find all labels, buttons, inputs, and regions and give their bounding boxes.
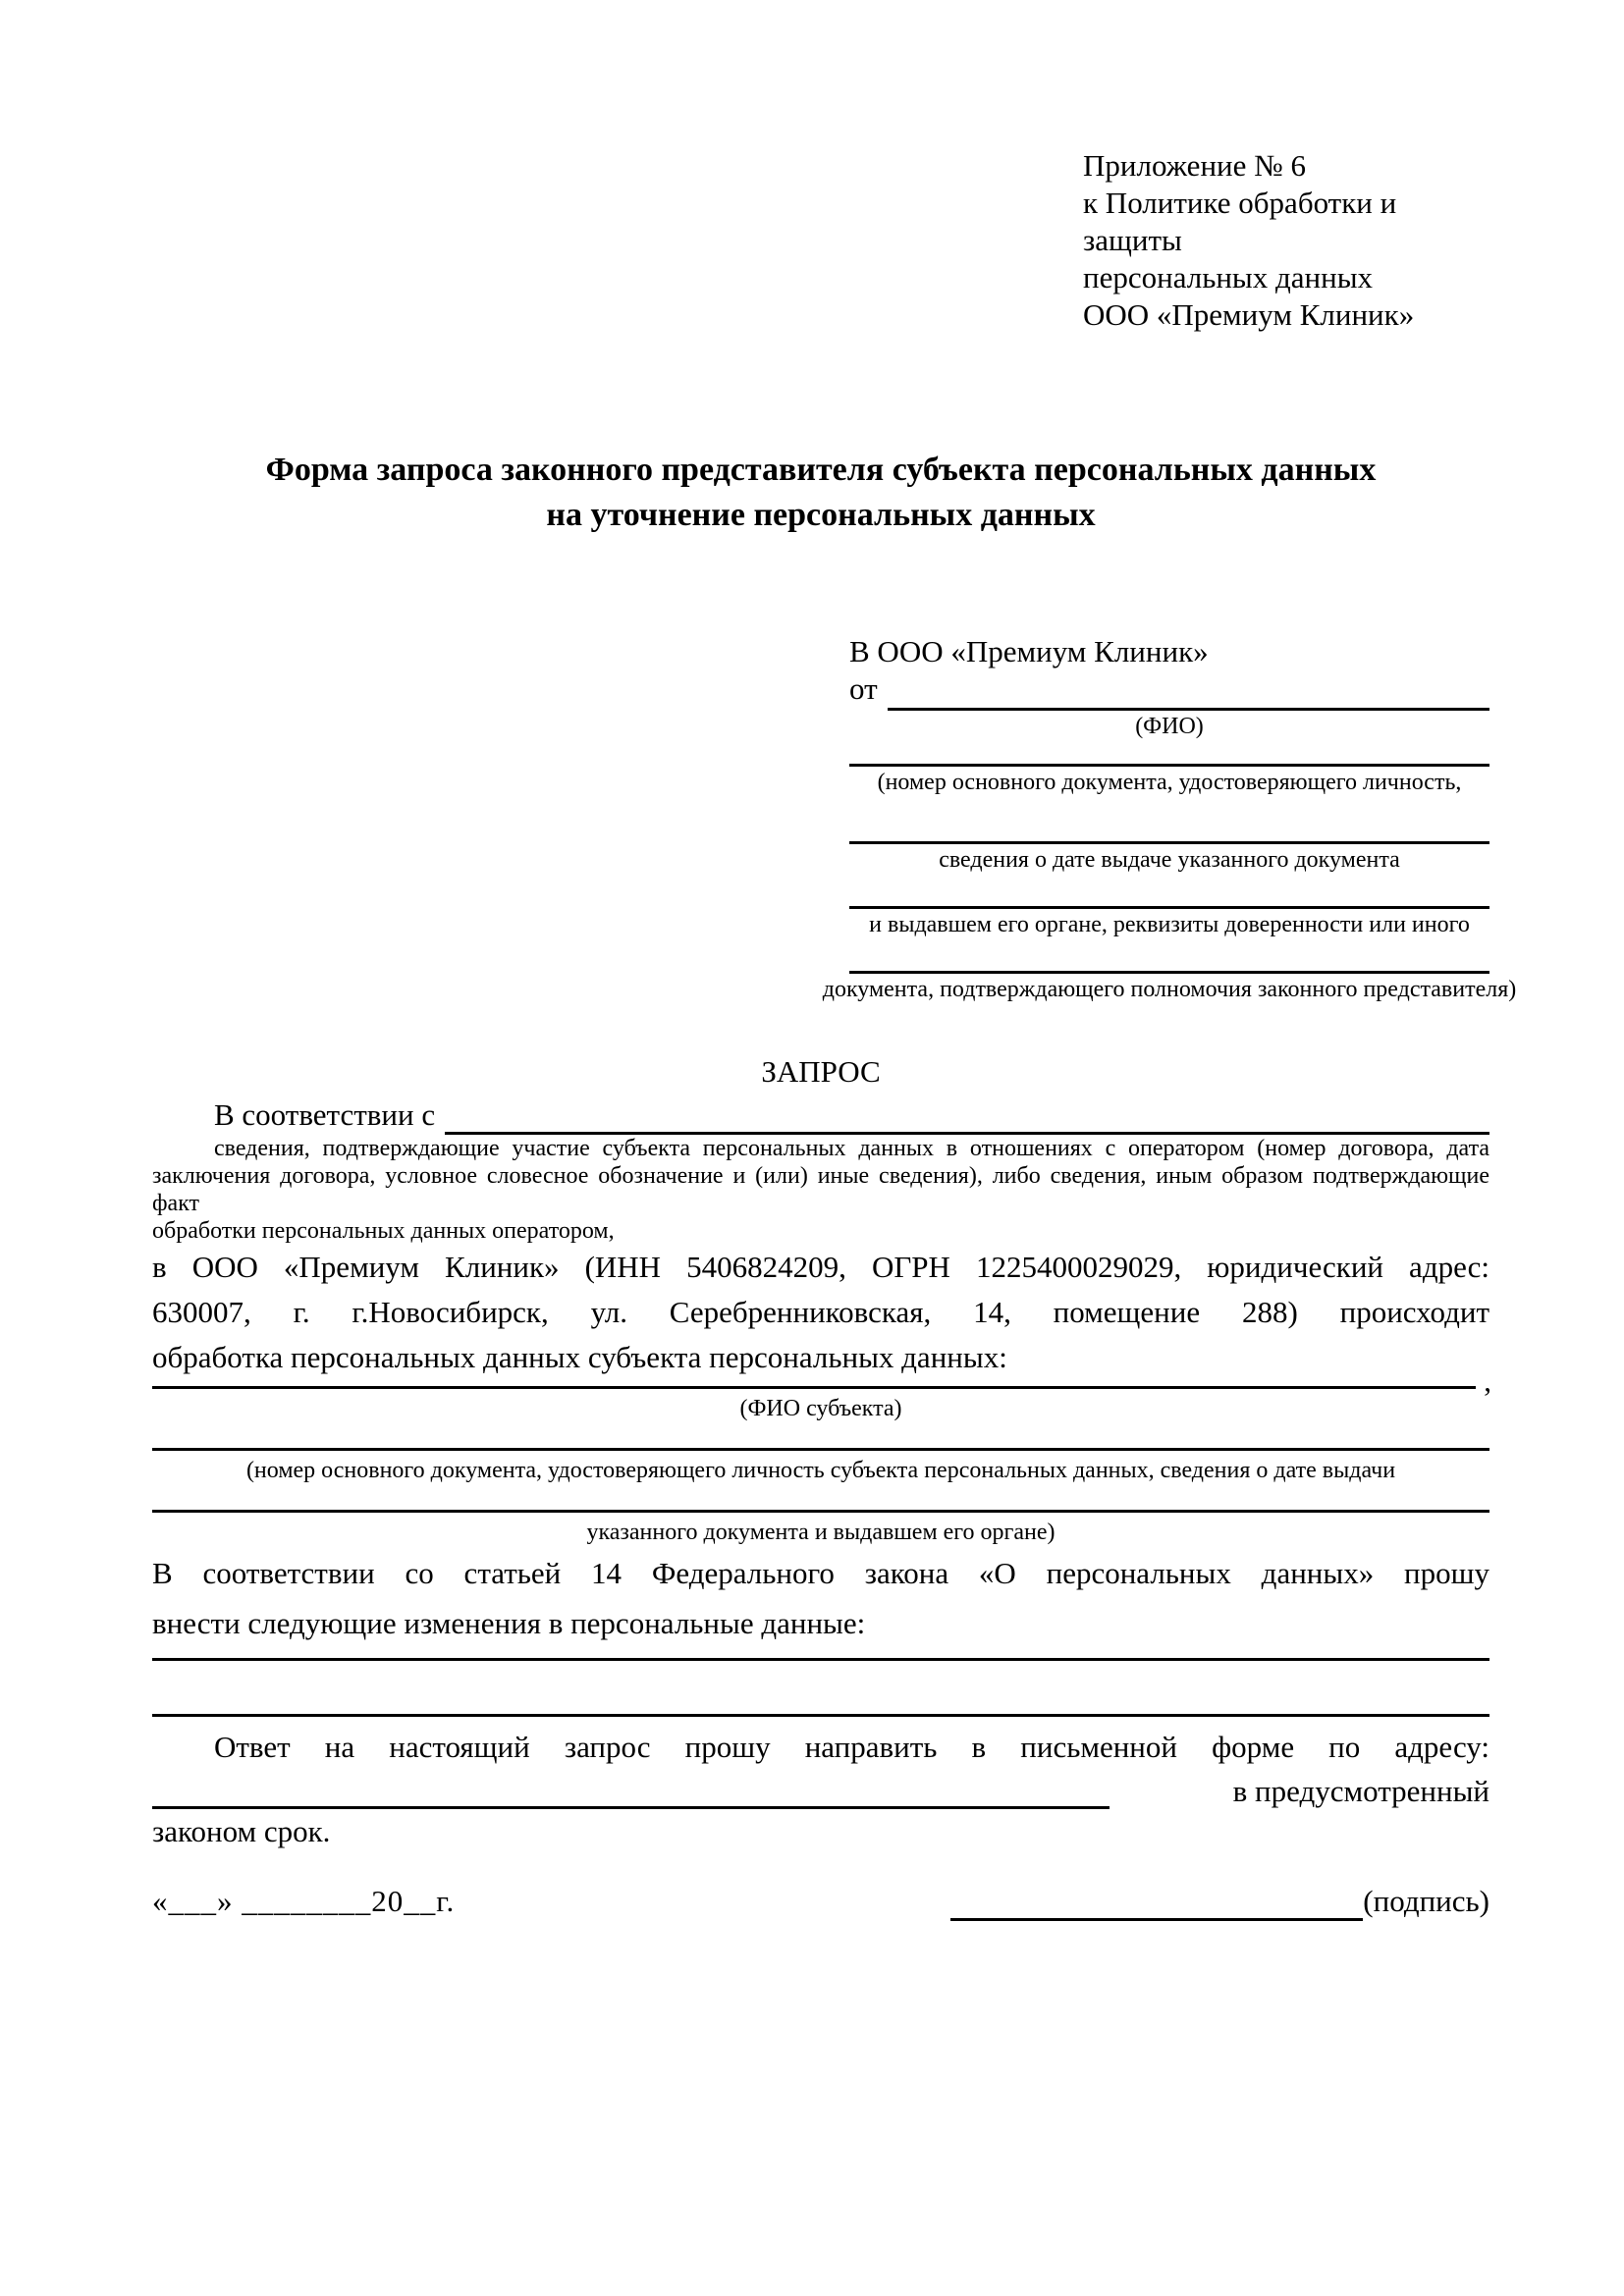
doc-caption: документа, подтверждающего полномочия законного представителя) bbox=[822, 977, 1517, 1002]
doc-caption: (номер основного документа, удостоверяющего личность, bbox=[877, 770, 1462, 795]
request-heading: ЗАПРОС bbox=[761, 1054, 881, 1089]
accordance-fill-line bbox=[445, 1097, 1489, 1135]
operator-paragraph-line: 630007, г. г.Новосибирск, ул. Серебренниковская, 14, помещение 288) происходит bbox=[152, 1295, 1489, 1329]
form-title-line: на уточнение персональных данных bbox=[546, 497, 1096, 533]
appendix-note bbox=[1083, 147, 1489, 334]
subject-comma: , bbox=[1484, 1363, 1491, 1398]
subject-fio-caption: (ФИО субъекта) bbox=[739, 1396, 902, 1421]
operator-paragraph-line: в ООО «Премиум Клиник» (ИНН 5406824209, ОГРН 1225400029029, юридический адрес: bbox=[152, 1250, 1489, 1284]
form-title-line: Форма запроса законного представителя субъекта персональных данных bbox=[265, 452, 1377, 488]
signature-block bbox=[950, 1882, 1489, 1921]
form-title bbox=[152, 448, 1489, 538]
appendix-line: Приложение № 6 bbox=[1083, 148, 1306, 183]
reply-right-text: в предусмотренный bbox=[1232, 1774, 1489, 1808]
doc-caption: и выдавшем его органе, реквизиты доверенности или иного bbox=[869, 912, 1470, 937]
subject-doc-line bbox=[152, 1510, 1489, 1513]
footnote-line: заключения договора, условное словесное обозначение и (или) иные сведения), либо сведения, иным образом подтверждающие факт bbox=[152, 1163, 1489, 1216]
appendix-line: к Политике обработки и защиты bbox=[1083, 186, 1397, 257]
subject-doc-caption-bottom: указанного документа и выдавшем его органе) bbox=[586, 1520, 1056, 1545]
subject-fill-line bbox=[152, 1363, 1491, 1398]
operator-paragraph-line: обработка персональных данных субъекта персональных данных: bbox=[152, 1340, 1007, 1374]
footnote-line: обработки персональных данных оператором, bbox=[152, 1218, 615, 1244]
article-line: внести следующие изменения в персональные данные: bbox=[152, 1606, 866, 1640]
from-fill-line bbox=[888, 671, 1489, 711]
changes-blank-line bbox=[152, 1658, 1489, 1661]
doc-fill-line bbox=[849, 906, 1489, 909]
from-row bbox=[849, 671, 1489, 711]
fio-caption: (ФИО) bbox=[1135, 714, 1204, 739]
reply-address-row bbox=[152, 1770, 1489, 1809]
doc-fill-line bbox=[849, 764, 1489, 767]
doc-fill-line bbox=[849, 841, 1489, 844]
changes-blank-line bbox=[152, 1714, 1489, 1717]
addressee-block bbox=[822, 632, 1517, 1003]
reply-line: Ответ на настоящий запрос прошу направить в письменной форме по адресу: bbox=[214, 1730, 1489, 1764]
doc-caption: сведения о дате выдаче указанного документа bbox=[939, 847, 1400, 873]
from-label: от bbox=[849, 671, 878, 706]
subject-doc-caption-top: (номер основного документа, удостоверяющего личность субъекта персональных данных, сведения о дате выдачи bbox=[245, 1458, 1396, 1483]
accordance-prefix: В соответствии с bbox=[214, 1097, 436, 1132]
date-signature-row bbox=[152, 1882, 1489, 1921]
reply-closing: законом срок. bbox=[152, 1814, 331, 1848]
appendix-line: персональных данных bbox=[1083, 260, 1374, 294]
addressee-to: В ООО «Премиум Клиник» bbox=[849, 634, 1209, 668]
subject-doc-line bbox=[152, 1448, 1489, 1451]
footnote-line: сведения, подтверждающие участие субъекта персональных данных в отношениях с оператором (номер договора, дата bbox=[214, 1136, 1489, 1161]
accordance-line bbox=[152, 1097, 1489, 1135]
signature-line bbox=[950, 1918, 1363, 1921]
doc-fill-line bbox=[849, 971, 1489, 974]
article-line: В соответствии со статьей 14 Федерального закона «О персональных данных» прошу bbox=[152, 1556, 1489, 1590]
appendix-line: ООО «Премиум Клиник» bbox=[1083, 297, 1415, 332]
date-field: «___» ________20__г. bbox=[152, 1884, 456, 1918]
signature-caption: (подпись) bbox=[1363, 1884, 1489, 1918]
